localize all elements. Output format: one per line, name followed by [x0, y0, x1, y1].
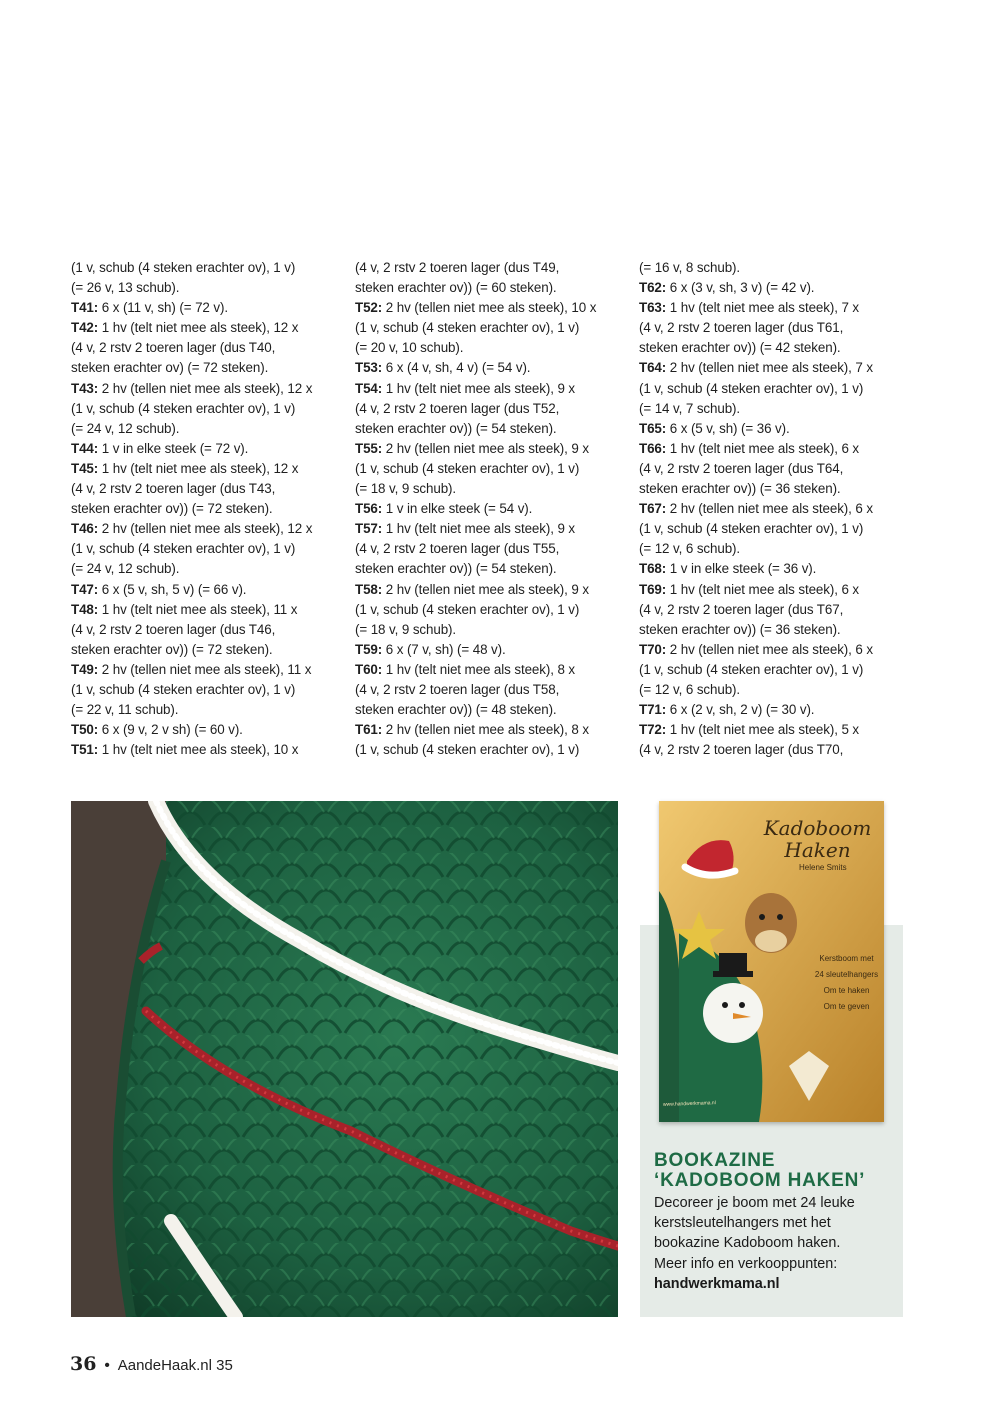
round-instruction: 6 x (5 v, sh, 5 v) (= 66 v). — [98, 581, 247, 597]
round-label: T55: — [355, 440, 383, 456]
pattern-line — [639, 379, 909, 399]
round-instruction: (4 v, 2 rstv 2 toeren lager (dus T43, — [71, 481, 276, 497]
sidebar-title-line-2: ‘KADOBOOM HAKEN’ — [654, 1170, 866, 1191]
pattern-line — [639, 660, 909, 680]
round-instruction: 2 hv (tellen niet mee als steek), 11 x — [98, 661, 312, 677]
round-instruction: (1 v, schub (4 steken erachter ov), 1 v) — [355, 742, 580, 758]
round-instruction: 2 hv (tellen niet mee als steek), 9 x — [382, 440, 589, 456]
round-instruction: (1 v, schub (4 steken erachter ov), 1 v) — [71, 400, 296, 416]
round-label: T61: — [355, 722, 383, 738]
pattern-line — [71, 660, 341, 680]
pattern-line — [355, 258, 625, 278]
round-label: T47: — [71, 581, 99, 597]
round-instruction: 1 hv (telt niet mee als steek), 12 x — [98, 460, 299, 476]
book-tagline-1: Kerstboom met — [819, 954, 874, 963]
pattern-line — [71, 580, 341, 600]
pattern-line — [71, 539, 341, 559]
round-instruction: 2 hv (tellen niet mee als steek), 9 x — [382, 581, 589, 597]
round-instruction: (= 22 v, 11 schub). — [71, 702, 179, 718]
pattern-line — [355, 740, 625, 760]
round-label: T68: — [639, 561, 667, 577]
round-instruction: 6 x (3 v, sh, 3 v) (= 42 v). — [666, 280, 815, 296]
round-instruction: (1 v, schub (4 steken erachter ov), 1 v) — [355, 460, 580, 476]
round-label: T59: — [355, 641, 383, 657]
pattern-line — [71, 479, 341, 499]
round-instruction: steken erachter ov)) (= 54 steken). — [355, 561, 557, 577]
pattern-line — [639, 600, 909, 620]
round-instruction: (1 v, schub (4 steken erachter ov), 1 v) — [639, 521, 864, 537]
pattern-line — [639, 399, 909, 419]
pattern-line — [71, 640, 341, 660]
round-instruction: (1 v, schub (4 steken erachter ov), 1 v) — [355, 320, 580, 336]
round-label: T66: — [639, 440, 667, 456]
round-instruction: 1 v in elke steek (= 72 v). — [98, 440, 249, 456]
sidebar-title — [654, 1151, 894, 1191]
sidebar-link[interactable]: handwerkmama.nl — [654, 1275, 780, 1292]
pattern-line — [639, 519, 909, 539]
round-instruction: 6 x (11 v, sh) (= 72 v). — [98, 300, 228, 316]
pattern-line — [71, 499, 341, 519]
round-instruction: (= 18 v, 9 schub). — [355, 621, 457, 637]
page-footer — [70, 1353, 233, 1375]
round-instruction: (4 v, 2 rstv 2 toeren lager (dus T61, — [639, 320, 844, 336]
round-instruction: 1 hv (telt niet mee als steek), 6 x — [666, 581, 860, 597]
pattern-line — [71, 439, 341, 459]
round-instruction: (4 v, 2 rstv 2 toeren lager (dus T46, — [71, 621, 276, 637]
round-instruction: (= 18 v, 9 schub). — [355, 481, 457, 497]
pattern-line — [639, 439, 909, 459]
pattern-line — [71, 519, 341, 539]
pattern-line — [355, 519, 625, 539]
pattern-line — [71, 620, 341, 640]
round-instruction: (4 v, 2 rstv 2 toeren lager (dus T52, — [355, 400, 560, 416]
pattern-line — [639, 559, 909, 579]
book-tagline-3: Om te haken — [823, 986, 870, 995]
round-label: T56: — [355, 501, 383, 517]
pattern-line — [355, 439, 625, 459]
round-instruction: (4 v, 2 rstv 2 toeren lager (dus T49, — [355, 260, 560, 275]
round-label: T41: — [71, 300, 99, 316]
round-instruction: (= 16 v, 8 schub). — [639, 260, 741, 275]
round-instruction: steken erachter ov)) (= 72 steken). — [71, 501, 273, 517]
round-label: T67: — [639, 501, 667, 517]
pattern-line — [355, 298, 625, 318]
round-instruction: (1 v, schub (4 steken erachter ov), 1 v) — [71, 260, 296, 275]
round-instruction: 6 x (7 v, sh) (= 48 v). — [382, 641, 506, 657]
pattern-line — [71, 258, 341, 278]
round-label: T63: — [639, 300, 667, 316]
book-tagline-4: Om te geven — [823, 1002, 870, 1011]
book-title — [755, 817, 880, 861]
round-label: T54: — [355, 380, 383, 396]
pattern-line — [355, 358, 625, 378]
pattern-line — [71, 459, 341, 479]
pattern-line — [639, 459, 909, 479]
pattern-column-2 — [355, 258, 625, 760]
round-label: T42: — [71, 320, 99, 336]
pattern-line — [71, 700, 341, 720]
round-instruction: 2 hv (tellen niet mee als steek), 7 x — [666, 360, 873, 376]
pattern-line — [355, 720, 625, 740]
crochet-tree-photo — [71, 801, 618, 1317]
pattern-line — [355, 559, 625, 579]
pattern-line — [639, 539, 909, 559]
round-instruction: (4 v, 2 rstv 2 toeren lager (dus T64, — [639, 460, 844, 476]
pattern-line — [355, 640, 625, 660]
round-instruction: 1 hv (telt niet mee als steek), 6 x — [666, 440, 860, 456]
sidebar-text-line: Meer info en verkooppunten: — [654, 1255, 838, 1272]
pattern-line — [71, 358, 341, 378]
round-instruction: 2 hv (tellen niet mee als steek), 6 x — [666, 641, 873, 657]
round-instruction: 1 hv (telt niet mee als steek), 12 x — [98, 320, 299, 336]
pattern-line — [639, 720, 909, 740]
round-instruction: (4 v, 2 rstv 2 toeren lager (dus T70, — [639, 742, 844, 758]
pattern-line — [355, 338, 625, 358]
sidebar-title-line-1: BOOKAZINE — [654, 1150, 776, 1171]
round-instruction: 6 x (9 v, 2 v sh) (= 60 v). — [98, 722, 243, 738]
round-label: T45: — [71, 460, 99, 476]
round-label: T48: — [71, 601, 99, 617]
round-label: T53: — [355, 360, 383, 376]
pattern-line — [355, 580, 625, 600]
round-label: T60: — [355, 661, 383, 677]
pattern-line — [71, 399, 341, 419]
pattern-line — [355, 620, 625, 640]
pattern-line — [71, 338, 341, 358]
pattern-line — [639, 580, 909, 600]
book-author: Helene Smits — [799, 863, 847, 872]
round-instruction: (1 v, schub (4 steken erachter ov), 1 v) — [71, 681, 296, 697]
pattern-line — [355, 680, 625, 700]
round-instruction: (= 24 v, 12 schub). — [71, 420, 180, 436]
round-instruction: (= 12 v, 6 schub). — [639, 681, 741, 697]
round-label: T72: — [639, 722, 667, 738]
round-instruction: 2 hv (tellen niet mee als steek), 12 x — [98, 380, 313, 396]
pattern-line — [639, 620, 909, 640]
round-instruction: 2 hv (tellen niet mee als steek), 10 x — [382, 300, 597, 316]
pattern-line — [71, 278, 341, 298]
magazine-name: AandeHaak.nl 35 — [117, 1357, 233, 1374]
pattern-column-3 — [639, 258, 909, 760]
pattern-line — [71, 318, 341, 338]
round-label: T57: — [355, 521, 383, 537]
round-instruction: 1 hv (telt niet mee als steek), 9 x — [382, 380, 576, 396]
round-instruction: 6 x (2 v, sh, 2 v) (= 30 v). — [666, 702, 815, 718]
round-instruction: (= 12 v, 6 schub). — [639, 541, 741, 557]
round-instruction: 6 x (5 v, sh) (= 36 v). — [666, 420, 790, 436]
pattern-line — [639, 358, 909, 378]
round-instruction: steken erachter ov) (= 72 steken). — [71, 360, 269, 376]
round-instruction: steken erachter ov)) (= 54 steken). — [355, 420, 557, 436]
round-instruction: (1 v, schub (4 steken erachter ov), 1 v) — [355, 601, 580, 617]
round-instruction: 1 hv (telt niet mee als steek), 5 x — [666, 722, 860, 738]
round-instruction: (= 24 v, 12 schub). — [71, 561, 180, 577]
book-tagline-2: 24 sleutelhangers — [814, 970, 879, 979]
pattern-line — [71, 740, 341, 760]
pattern-line — [71, 419, 341, 439]
sidebar-text-line: bookazine Kadoboom haken. — [654, 1235, 841, 1252]
page-number: 36 — [70, 1353, 97, 1375]
round-label: T70: — [639, 641, 667, 657]
round-label: T71: — [639, 702, 667, 718]
pattern-line — [71, 600, 341, 620]
round-instruction: 1 hv (telt niet mee als steek), 7 x — [666, 300, 860, 316]
round-label: T50: — [71, 722, 99, 738]
round-instruction: steken erachter ov)) (= 72 steken). — [71, 641, 273, 657]
pattern-line — [355, 600, 625, 620]
pattern-line — [355, 660, 625, 680]
pattern-line — [71, 298, 341, 318]
round-instruction: (4 v, 2 rstv 2 toeren lager (dus T40, — [71, 340, 276, 356]
pattern-line — [639, 258, 909, 278]
pattern-line — [639, 700, 909, 720]
pattern-line — [639, 278, 909, 298]
round-instruction: 1 hv (telt niet mee als steek), 11 x — [98, 601, 298, 617]
round-label: T46: — [71, 521, 99, 537]
pattern-line — [639, 338, 909, 358]
pattern-column-1 — [71, 258, 341, 760]
round-instruction: (4 v, 2 rstv 2 toeren lager (dus T67, — [639, 601, 844, 617]
round-label: T65: — [639, 420, 667, 436]
pattern-line — [355, 459, 625, 479]
round-label: T58: — [355, 581, 383, 597]
round-label: T69: — [639, 581, 667, 597]
round-instruction: steken erachter ov)) (= 36 steken). — [639, 621, 841, 637]
pattern-line — [355, 318, 625, 338]
round-instruction: steken erachter ov)) (= 60 steken). — [355, 280, 557, 296]
pattern-line — [71, 720, 341, 740]
pattern-line — [639, 318, 909, 338]
round-label: T64: — [639, 360, 667, 376]
pattern-line — [355, 419, 625, 439]
round-instruction: 2 hv (tellen niet mee als steek), 6 x — [666, 501, 873, 517]
pattern-line — [355, 700, 625, 720]
book-title-line-1: Kadoboom — [763, 816, 872, 840]
pattern-line — [639, 680, 909, 700]
book-url: www.handwerkmama.nl — [662, 1100, 716, 1108]
pattern-line — [355, 479, 625, 499]
round-instruction: (= 26 v, 13 schub). — [71, 280, 180, 296]
sidebar-text — [654, 1193, 898, 1294]
round-instruction: (1 v, schub (4 steken erachter ov), 1 v) — [639, 661, 864, 677]
pattern-line — [355, 399, 625, 419]
round-instruction: 1 hv (telt niet mee als steek), 9 x — [382, 521, 576, 537]
round-instruction: 1 hv (telt niet mee als steek), 10 x — [98, 742, 299, 758]
round-instruction: (= 20 v, 10 schub). — [355, 340, 464, 356]
pattern-line — [639, 419, 909, 439]
pattern-line — [639, 740, 909, 760]
round-instruction: (4 v, 2 rstv 2 toeren lager (dus T55, — [355, 541, 560, 557]
book-cover — [659, 801, 884, 1122]
footer-separator: • — [104, 1357, 110, 1374]
round-instruction: 1 hv (telt niet mee als steek), 8 x — [382, 661, 576, 677]
round-instruction: (= 14 v, 7 schub). — [639, 400, 741, 416]
round-instruction: 6 x (4 v, sh, 4 v) (= 54 v). — [382, 360, 531, 376]
pattern-line — [355, 499, 625, 519]
pattern-line — [639, 298, 909, 318]
round-instruction: (1 v, schub (4 steken erachter ov), 1 v) — [71, 541, 296, 557]
sidebar-text-line: kerstsleutelhangers met het — [654, 1215, 831, 1232]
round-label: T51: — [71, 742, 99, 758]
round-instruction: 2 hv (tellen niet mee als steek), 8 x — [382, 722, 589, 738]
pattern-line — [355, 379, 625, 399]
round-instruction: 1 v in elke steek (= 36 v). — [666, 561, 817, 577]
sidebar-text-line: Decoreer je boom met 24 leuke — [654, 1195, 855, 1211]
pattern-line — [639, 499, 909, 519]
round-instruction: steken erachter ov)) (= 42 steken). — [639, 340, 841, 356]
pattern-line — [355, 539, 625, 559]
round-label: T43: — [71, 380, 99, 396]
round-instruction: steken erachter ov)) (= 36 steken). — [639, 481, 841, 497]
round-label: T52: — [355, 300, 383, 316]
pattern-line — [71, 379, 341, 399]
pattern-line — [71, 680, 341, 700]
book-title-line-2: Haken — [784, 838, 851, 862]
round-label: T44: — [71, 440, 99, 456]
round-instruction: (4 v, 2 rstv 2 toeren lager (dus T58, — [355, 681, 560, 697]
round-instruction: (1 v, schub (4 steken erachter ov), 1 v) — [639, 380, 864, 396]
round-instruction: steken erachter ov)) (= 48 steken). — [355, 702, 557, 718]
pattern-line — [639, 640, 909, 660]
round-label: T62: — [639, 280, 667, 296]
round-instruction: 1 v in elke steek (= 54 v). — [382, 501, 533, 517]
round-label: T49: — [71, 661, 99, 677]
pattern-line — [639, 479, 909, 499]
pattern-line — [71, 559, 341, 579]
pattern-line — [355, 278, 625, 298]
round-instruction: 2 hv (tellen niet mee als steek), 12 x — [98, 521, 313, 537]
